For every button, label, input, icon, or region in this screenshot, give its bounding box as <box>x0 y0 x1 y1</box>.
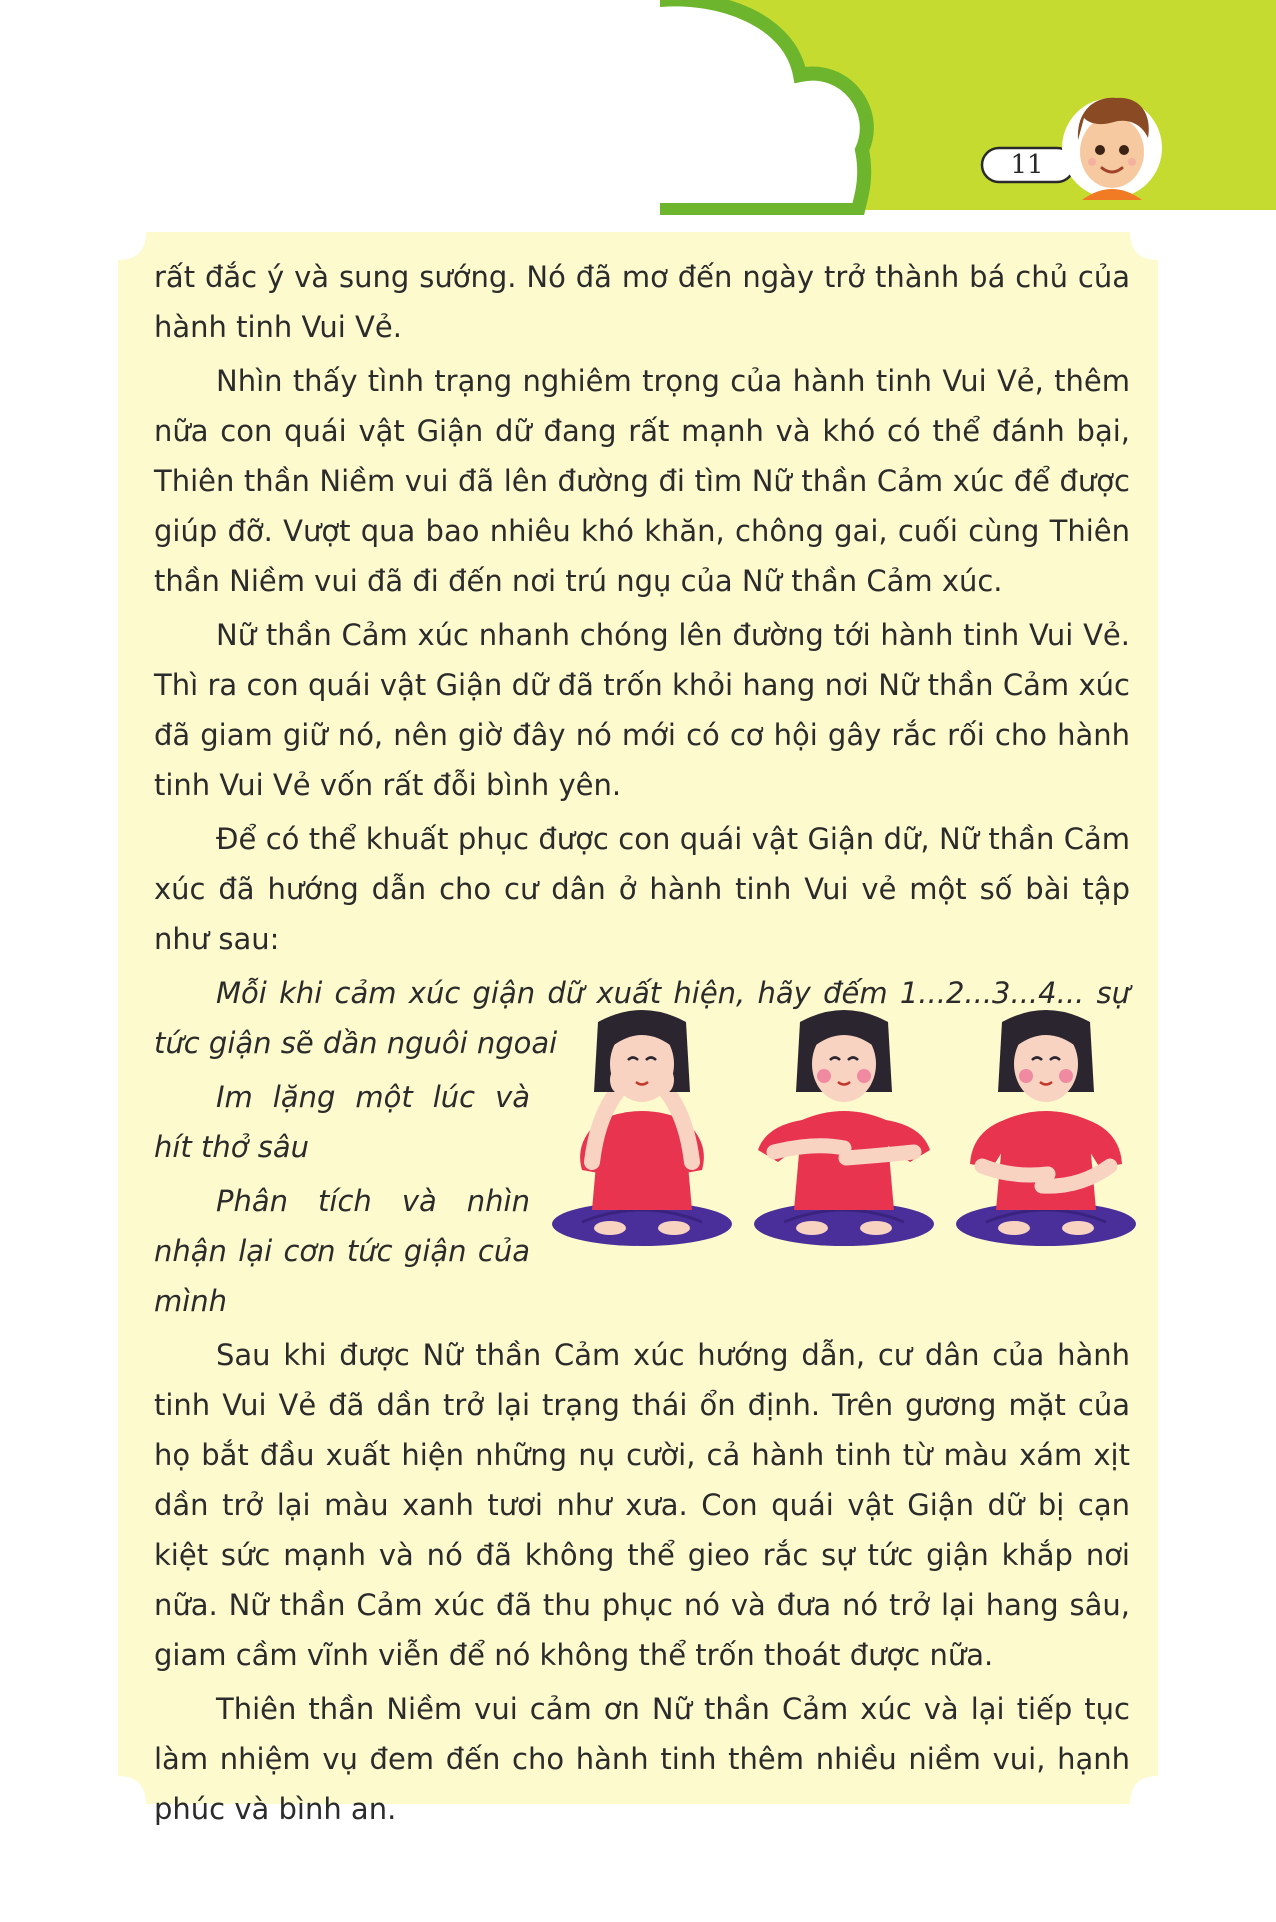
meditating-girl-icon <box>754 1010 934 1246</box>
meditation-svg <box>552 1002 1154 1260</box>
meditating-girl-icon <box>956 1010 1136 1246</box>
cloud-fill <box>0 0 660 215</box>
paragraph: Thiên thần Niềm vui cảm ơn Nữ thần Cảm xúc và lại tiếp tục làm nhiệm vụ đem đến cho hành tinh thêm nhiều niềm vui, hạnh phúc và bình an. <box>154 1692 1130 1826</box>
story-panel <box>118 232 1158 1826</box>
header-art-svg <box>0 0 1276 215</box>
paragraph: Nữ thần Cảm xúc nhanh chóng lên đường tới hành tinh Vui Vẻ. Thì ra con quái vật Giận dữ đã trốn khỏi hang nơi Nữ thần Cảm xúc đã giam giữ nó, nên giờ đây nó mới có cơ hội gây rắc rối cho hành tinh Vui Vẻ vốn rất đỗi bình yên. <box>154 618 1130 802</box>
meditating-girl-icon <box>552 1010 732 1246</box>
paragraph: rất đắc ý và sung sướng. Nó đã mơ đến ngày trở thành bá chủ của hành tinh Vui Vẻ. <box>154 260 1130 344</box>
exercise-item: Phân tích và nhìn nhận lại cơn tức giận của mình <box>154 1184 530 1318</box>
exercise-item: Mỗi khi cảm xúc giận dữ xuất hiện, hãy đếm 1...2...3...4... sự tức giận sẽ dần nguôi ngoai <box>154 976 1130 1060</box>
meditation-illustration <box>552 1002 1154 1260</box>
paragraph: Nhìn thấy tình trạng nghiêm trọng của hành tinh Vui Vẻ, thêm nữa con quái vật Giận dữ đang rất mạnh và khó có thể đánh bại, Thiên thần Niềm vui đã lên đường đi tìm Nữ thần Cảm xúc để được giúp đỡ. Vượt qua bao nhiêu khó khăn, chông gai, cuối cùng Thiên thần Niềm vui đã đi đến nơi trú ngụ của Nữ thần Cảm xúc. <box>154 364 1130 598</box>
paragraph: Sau khi được Nữ thần Cảm xúc hướng dẫn, cư dân của hành tinh Vui Vẻ đã dần trở lại trạng thái ổn định. Trên gương mặt của họ bắt đầu xuất hiện những nụ cười, cả hành tinh từ màu xám xịt dần trở lại màu xanh tươi như xưa. Con quái vật Giận dữ bị cạn kiệt sức mạnh và nó đã không thể gieo rắc sự tức giận khắp nơi nữa. Nữ thần Cảm xúc đã thu phục nó và đưa nó trở lại hang sâu, giam cầm vĩnh viễn để nó không thể trốn thoát được nữa. <box>154 1338 1130 1672</box>
page-number: 11 <box>1010 150 1044 180</box>
header-decoration <box>0 0 1276 215</box>
paragraph: Để có thể khuất phục được con quái vật Giận dữ, Nữ thần Cảm xúc đã hướng dẫn cho cư dân ở hành tinh Vui vẻ một số bài tập như sau: <box>154 822 1130 956</box>
exercise-item: Im lặng một lúc và hít thở sâu <box>154 1080 530 1164</box>
